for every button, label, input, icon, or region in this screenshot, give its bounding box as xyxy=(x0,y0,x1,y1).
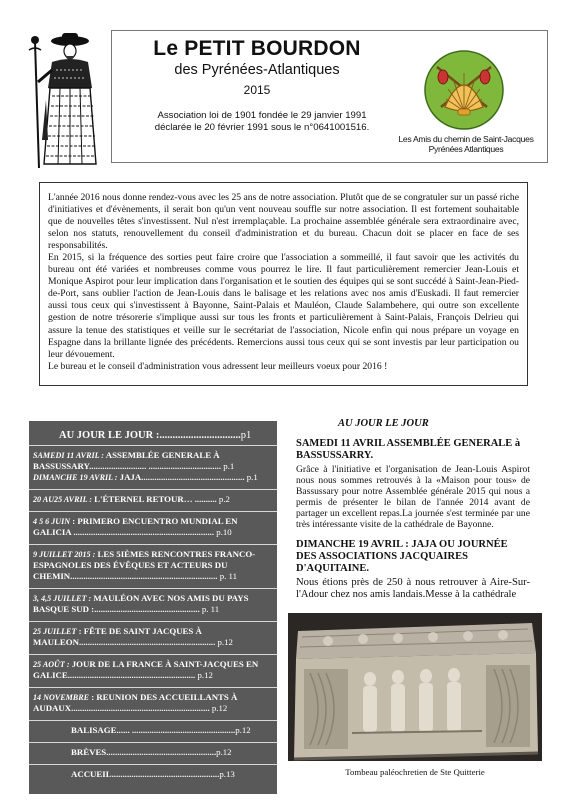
table-of-contents xyxy=(29,421,277,794)
article-2-body: Nous étions près de 250 à nous retrouver à Aire-Sur-l'Adour chez nos amis landais.Messe à la cathédrale xyxy=(296,576,530,600)
article-1 xyxy=(296,438,530,531)
editorial-paragraph-3: Le bureau et le conseil d'administration vous adressent leur meilleurs voeux pour 2016 ! xyxy=(48,360,388,372)
article-1-body: Grâce à l'initiative et l'organisation de Jean-Louis Aspirot nous nous sommes retrouvés à la «Maison pour tous» de Bassussary pour notre Assemblée générale 2015 qui nous a permis de présenter le bilan de l'année 2014 avant de partager un excellent repas.La journée s'est terminée par une très intéressante visite de la cathédrale de Bayonne. xyxy=(296,464,530,531)
association-info-line2: déclarée le 20 février 1991 sous le n°0641001516. xyxy=(154,122,370,133)
column-heading: AU JOUR LE JOUR xyxy=(338,418,429,429)
articles-column xyxy=(296,438,530,601)
association-info-line1: Association loi de 1901 fondée le 29 janvier 1991 xyxy=(157,110,367,121)
association-info xyxy=(132,110,392,134)
toc-entry: 25 AOÛT : JOUR DE LA FRANCE À SAINT-JACQUES EN GALICE.......................................................... p.12 xyxy=(29,654,277,687)
toc-entry: 4 5 6 JUIN : PRIMERO ENCUENTRO MUNDIAL EN GALICIA ................................................................ p.10 xyxy=(29,511,277,544)
toc-entry: 9 JUILLET 2015 : LES 5IÈMES RENCONTRES FRANCO-ESPAGNOLES DES ÉVÊQUES ET ACTEURS DU CHEMIN................................................................... p. 11 xyxy=(29,544,277,588)
toc-entry: 3, 4,5 JUILLET : MAULÉON AVEC NOS AMIS DU PAYS BASQUE SUD :................................................ p. 11 xyxy=(29,588,277,621)
toc-entry: 20 AU25 AVRIL : L'ÉTERNEL RETOUR… .......... p.2 xyxy=(29,489,277,511)
header-box xyxy=(111,30,548,163)
toc-entry: BRÈVES..................................................p.12 xyxy=(29,742,277,764)
editorial-paragraph-2: En 2015, si la fréquence des sorties peut faire croire que l'association a sommeillé, il faut savoir que les activités du bureau ont été variées et nombreuses comme vous pourrez le lire. Il faut particulièrement remercier Jean-Louis et Monique Aspirot pour leur implication dans l'organisation et le soutien des équipes qui se sont succédé à Saint-Jean-Pied-de-Port, sans oublier l'action de Jean-Louis dans le balisage et les relations avec nos amis d'Euskadi. Il faut remercier aussi tous ceux qui s'investissent à Bayonne, Saint-Palais et Mauléon, Claude Salambehere, qui outre son excellente gestion de notre trésorerie s'implique aussi sur tous les fronts et particulièrement à Saint-Palais, François Delrieu qui assure la tenue des statistiques et veille sur le secrétariat de l'association, Nicole enfin qui nous prépare un voyage en Espagne dans la brillante lignée des précédents. Remercions aussi tous ceux qui se sont investis par leur participation ou leur dévouement. xyxy=(48,252,519,360)
photo-caption: Tombeau paléochretien de Ste Quitterie xyxy=(345,767,485,777)
toc-entry: 14 NOVEMBRE : REUNION DES ACCUEILLANTS À AUDAUX............................................................... p.12 xyxy=(29,687,277,720)
toc-title: AU JOUR LE JOUR :...............................p1 xyxy=(59,430,252,441)
association-logo xyxy=(423,49,505,131)
toc-entry: 25 JUILLET : FÊTE DE SAINT JACQUES À MAULEON.............................................................. p.12 xyxy=(29,621,277,654)
editorial-box xyxy=(39,182,528,386)
newsletter-subtitle: des Pyrénées-Atlantiques xyxy=(174,62,340,78)
pilgrim-illustration xyxy=(26,30,98,170)
newsletter-year: 2015 xyxy=(243,83,271,97)
newsletter-title: Le PETIT BOURDON xyxy=(153,37,361,60)
article-2 xyxy=(296,539,530,602)
logo-caption-line1: Les Amis du chemin de Saint-Jacques xyxy=(398,134,534,144)
article-1-title: SAMEDI 11 AVRIL ASSEMBLÉE GENERALE à BASSUSSARRY. xyxy=(296,438,521,461)
editorial-paragraph-1: L'année 2016 nous donne rendez-vous avec les 25 ans de notre association. Plutôt que de se congratuler sur un passé riche d'initiatives et d'évènements, il serait bon qu'un vent nouveau souffle sur notre association. Il est fortement souhaitable que de nouvelles têtes s'investissent. Nul n'est irremplaçable. La prochaine assemblée générale sera extraordinaire avec, selon nos statuts, renouvellement du conseil d'administration et du bureau. Chacun doit se placer en face de ses responsabilités. xyxy=(48,192,519,252)
logo-caption-line2: Pyrénées Atlantiques xyxy=(428,144,504,154)
toc-entry: ACCUEIL.................................................p.13 xyxy=(29,764,277,786)
toc-entries xyxy=(29,445,277,786)
toc-entry: SAMEDI 11 AVRIL : ASSEMBLÉE GENERALE À BASSUSSARY.......................... ................................. p.1 DIMANCHE 19 AVRIL : JAJA............................................... p.1 xyxy=(29,445,277,489)
toc-entry: BALISAGE...... ...............................................p.12 xyxy=(29,720,277,742)
logo-caption xyxy=(386,134,546,154)
article-2-title: DIMANCHE 19 AVRIL : JAJA OU JOURNÉE DES ASSOCIATIONS JACQUAIRES D'AQUITAINE. xyxy=(296,538,508,574)
sarcophagus-photo xyxy=(288,613,542,761)
